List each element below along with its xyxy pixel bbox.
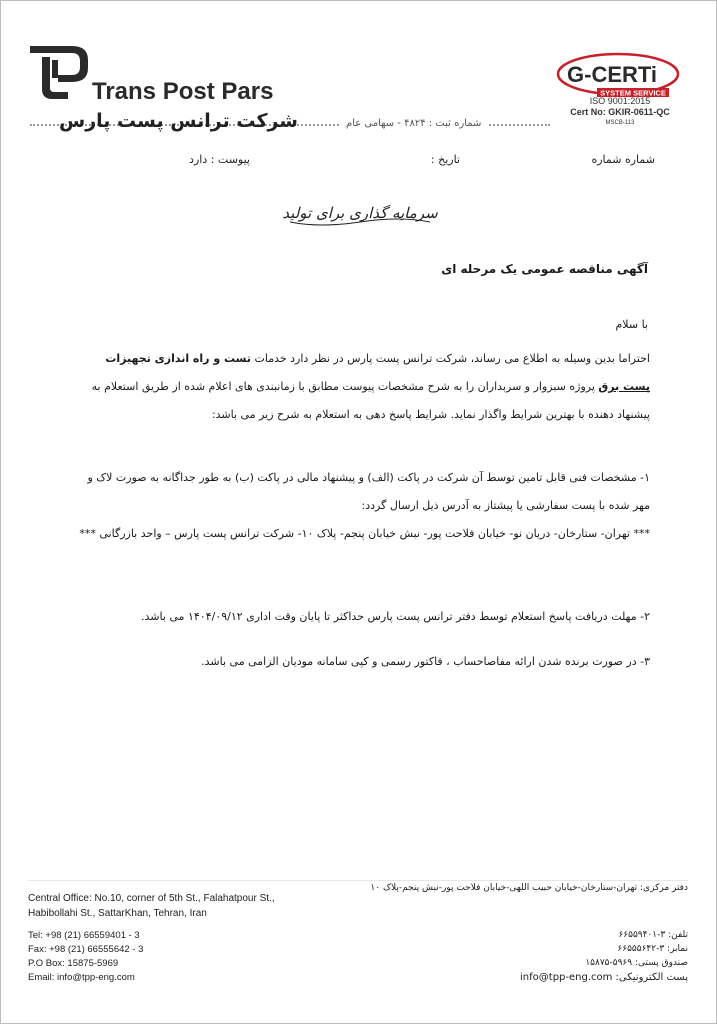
letter-number: شماره شماره — [591, 153, 655, 166]
footer-po-box-en: P.O Box: 15875-5969 — [28, 958, 119, 969]
letter-attachment: پیوست : دارد — [189, 153, 250, 166]
condition-item-2: ۲- مهلت دریافت پاسخ استعلام توسط دفتر ترانس پست پارس حداکثر تا پایان وقت اداری ۱۴۰۴/۰۹/۱۲ می باشد. — [140, 610, 650, 623]
footer-address-en-2: Habibollahi St., SattarKhan, Tehran, Iran — [28, 908, 207, 919]
intro-text-2: پروژه سبزوار و سربداران را به شرح مشخصات پیوست مطابق با زمانبندی های اعلام شده از طریق استعلام به پیشنهاد دهنده با بهترین شرایط واگذار نماید. شرایط پاسخ دهی به استعلام به شرح زیر می باشد: — [91, 380, 650, 421]
footer-email-fa[interactable]: پست الکترونیکی: info@tpp-eng.com — [520, 972, 688, 983]
footer-address-fa: دفتر مرکزی: تهران-ستارخان-خیابان حبیب اللهی-خیابان فلاحت پور-نبش پنجم-پلاک ۱۰ — [370, 883, 688, 893]
cert-small-code: MSCB-113 — [605, 120, 635, 126]
letter-date: تاریخ : — [430, 153, 460, 166]
cert-number: Cert No: GKIR-0611-QC — [570, 107, 670, 117]
calligraphy-slogan — [280, 192, 440, 232]
condition-item-3: ۳- در صورت برنده شدن ارائه مفاصاحساب ، فاکتور رسمی و کپی سامانه مودیان الزامی می باشد. — [201, 655, 650, 668]
footer-email-en[interactable]: Email: info@tpp-eng.com — [28, 972, 135, 983]
footer-po-box-fa: صندوق پستی: ۵۹۶۹-۱۵۸۷۵ — [585, 958, 688, 968]
company-name-fa: شرکت ترانس پست پارس — [59, 110, 298, 132]
cert-service-text: SYSTEM SERVICE — [600, 88, 666, 98]
registration-number: شماره ثبت : ۴۸۲۴ - سهامی عام — [340, 118, 487, 129]
intro-text-1: احتراما بدین وسیله به اطلاع می رساند، شرکت ترانس پست پارس در نظر دارد خدمات — [254, 352, 650, 365]
footer-tel-en: Tel: +98 (21) 66559401 - 3 — [28, 930, 140, 941]
calligraphy-text: سرمایه گذاری برای تولید — [282, 204, 438, 222]
intro-paragraph — [78, 345, 650, 429]
footer-address-en-1: Central Office: No.10, corner of 5th St., Falahatpour St., — [28, 893, 275, 904]
company-name-en: Trans Post Pars — [92, 78, 274, 105]
condition-1-address: *** تهران- ستارخان- دریان نو- خیابان فلاحت پور- نبش خیابان پنجم- پلاک ۱۰- شرکت ترانس پست پارس – واحد بازرگانی *** — [79, 527, 650, 540]
greeting: با سلام — [615, 318, 648, 331]
footer-divider — [28, 880, 688, 881]
cert-brand-text: G-CERTi — [567, 62, 658, 87]
cert-iso: ISO 9001:2015 — [589, 96, 651, 106]
certification-details — [560, 96, 680, 129]
footer-fax-fa: نمابر: ۳-۶۶۵۵۵۶۴۲ — [617, 944, 688, 954]
condition-item-1 — [78, 464, 650, 548]
tender-title: آگهی مناقصه عمومی یک مرحله ای — [441, 262, 648, 276]
company-logo — [28, 42, 90, 100]
intro-bold-phrase: تست و راه اندازی تجهیزات — [105, 352, 251, 365]
footer-tel-fa: تلفن: ۳-۶۶۵۵۹۴۰۱ — [618, 930, 688, 940]
condition-1-text: ۱- مشخصات فنی قابل تامین توسط آن شرکت در پاکت (الف) و پیشنهاد مالی در پاکت (ب) به طور جداگانه به صورت لاک و مهر شده با پست سفارشی یا پیشتاز به آدرس ذیل ارسال گردد: — [87, 471, 650, 512]
footer-fax-en: Fax: +98 (21) 66555642 - 3 — [28, 944, 144, 955]
intro-underlined-phrase: پست برق — [598, 380, 650, 393]
